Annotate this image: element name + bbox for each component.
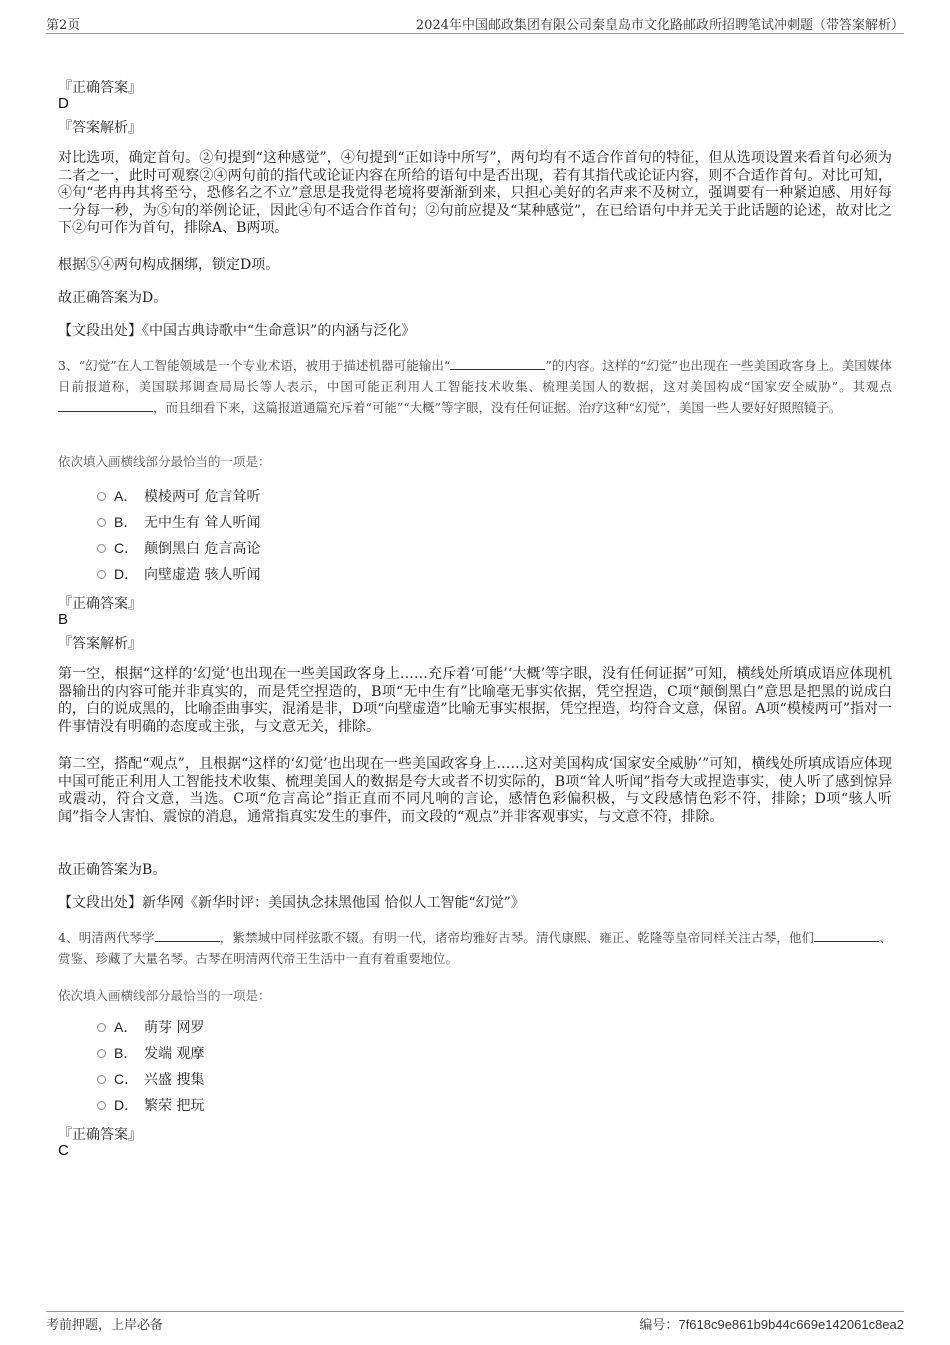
q3-option-c[interactable]: C． 颠倒黑白 危言高论 (97, 538, 260, 558)
q4-stem-part1: 4、明清两代琴学 (58, 930, 155, 945)
q4-stem (58, 927, 892, 969)
q4-stem-part2: ，紫禁城中同样弦歌不辍。有明一代，诸帝均雅好古琴。清代康熙、雍正、乾隆等皇帝同样关注古琴，他们 (219, 930, 815, 945)
page-number: 第2页 (46, 18, 81, 33)
q3-stem (58, 355, 892, 418)
q2-analysis-label: 『答案解析』 (58, 120, 142, 136)
q4-option-d[interactable]: D． 繁荣 把玩 (97, 1095, 204, 1115)
q3-stem-part3: ，而且细看下来，这篇报道通篇充斥着“可能”“大概”等字眼，没有任何证据。治疗这种“幻觉”，美国一些人要好好照照镜子。 (153, 400, 842, 415)
q4-option-b[interactable]: B． 发端 观摩 (97, 1043, 204, 1063)
q3-correct-answer: B (58, 611, 69, 628)
q3-source: 【文段出处】新华网《新华时评：美国执念抹黑他国 恰似人工智能“幻觉”》 (58, 895, 525, 911)
q3-option-d[interactable]: D． 向壁虚造 骇人听闻 (97, 564, 260, 584)
radio-icon[interactable] (97, 518, 106, 527)
q2-analysis-p3: 故正确答案为D。 (58, 290, 168, 306)
q2-analysis-p1: 对比选项，确定首句。②句提到“这种感觉”，④句提到“正如诗中所写”，两句均有不适合作首句的特征，但从选项设置来看首句必须为二者之一，此时可观察②④两句前的指代或论证内容在所给的语句中是否出现，若有其指代或论证内容，则不合适作首句。对比可知，④句“老冉冉其将至兮，恐修名之不立”意思是我觉得老境将要渐渐到来，只担心美好的名声来不及树立，强调要有一种紧迫感、用好每一分每一秒，为⑤句的举例论证，因此④句不适合作首句；②句前应提及“某种感觉”，在已给语句中并无关于此话题的论述，故对比之下②句可作为首句，排除A、B两项。 (58, 150, 892, 236)
q3-analysis-p1: 第一空，根据“这样的‘幻觉’也出现在一些美国政客身上……充斥着‘可能’‘大概’等字眼，没有任何证据”可知，横线处所填成语应体现机器输出的内容可能并非真实的，而是凭空捏造的，B项“无中生有”比喻毫无事实依据，凭空捏造，C项“颠倒黑白”意思是把黑的说成白的，白的说成黑的，比喻歪曲事实，混淆是非，D项“向壁虚造”比喻无事实根据，凭空捏造，均符合文意，保留。A项“模棱两可”指对一件事情没有明确的态度或主张，与文意无关，排除。 (58, 666, 892, 735)
q4-option-c[interactable]: C． 兴盛 搜集 (97, 1069, 204, 1089)
q4-correct-label: 『正确答案』 (58, 1127, 142, 1143)
q3-analysis-p3: 故正确答案为B。 (58, 862, 167, 878)
q2-correct-label: 『正确答案』 (58, 80, 142, 96)
q4-blank-2 (814, 928, 879, 942)
q4-option-a[interactable]: A． 萌芽 网罗 (97, 1017, 204, 1037)
q4-prompt: 依次填入画横线部分最恰当的一项是： (58, 988, 271, 1003)
q3-analysis-p2: 第二空，搭配“观点”，且根据“这样的‘幻觉’也出现在一些美国政客身上……这对美国构成‘国家安全威胁’”可知，横线处所填成语应体现中国可能正利用人工智能技术收集、梳理美国人的数据是夸大或者不切实际的，B项“耸人听闻”指夸大或捏造事实，使人听了感到惊异或震动，符合文意，当选。C项“危言高论”指正直而不同凡响的言论，感情色彩偏积极，与文段感情色彩不符，排除；D项“骇人听闻”指令人害怕、震惊的消息，通常指真实发生的事件，而文段的“观点”并非客观事实，与文意不符，排除。 (58, 756, 892, 825)
q3-correct-label: 『正确答案』 (58, 596, 142, 612)
page-footer (46, 1311, 904, 1332)
q3-option-b[interactable]: B． 无中生有 耸人听闻 (97, 512, 260, 532)
q3-analysis-label: 『答案解析』 (58, 636, 142, 652)
q3-option-a[interactable]: A． 模棱两可 危言耸听 (97, 486, 260, 506)
radio-icon[interactable] (97, 1101, 106, 1110)
footer-code-value: 7f618c9e861b9b44c669e142061c8ea2 (678, 1317, 904, 1332)
q3-blank-1 (450, 356, 545, 370)
radio-icon[interactable] (97, 1075, 106, 1084)
q2-source: 【文段出处】《中国古典诗歌中“生命意识”的内涵与泛化》 (58, 323, 416, 339)
q2-analysis-p2: 根据⑤④两句构成捆绑，锁定D项。 (58, 257, 280, 273)
q4-blank-1 (155, 928, 220, 942)
footer-code (639, 1314, 904, 1333)
radio-icon[interactable] (97, 544, 106, 553)
radio-icon[interactable] (97, 570, 106, 579)
q4-stem-part3: 、赏鉴、珍藏了大量名琴。古琴在明清两代帝王生活中一直有着重要地位。 (58, 930, 892, 966)
q4-correct-answer: C (58, 1142, 69, 1159)
document-title: 2024年中国邮政集团有限公司秦皇岛市文化路邮政所招聘笔试冲刺题（带答案解析） (415, 18, 904, 33)
radio-icon[interactable] (97, 1049, 106, 1058)
q3-stem-part2: ”的内容。这样的“幻觉”也出现在一些美国政客身上。美国媒体日前报道称，美国联邦调查局局长等人表示，中国可能正利用人工智能技术收集、梳理美国人的数据，这对美国构成“国家安全威胁”。其观点 (58, 358, 892, 394)
page-header (46, 14, 904, 34)
footer-slogan: 考前押题，上岸必备 (46, 1318, 164, 1333)
radio-icon[interactable] (97, 1023, 106, 1032)
footer-code-label: 编号： (639, 1318, 679, 1333)
q2-correct-answer: D (58, 95, 69, 112)
q3-prompt: 依次填入画横线部分最恰当的一项是： (58, 454, 271, 469)
radio-icon[interactable] (97, 492, 106, 501)
q3-blank-2 (58, 398, 153, 412)
q3-stem-part1: 3、“幻觉”在人工智能领域是一个专业术语，被用于描述机器可能输出“ (58, 358, 451, 373)
